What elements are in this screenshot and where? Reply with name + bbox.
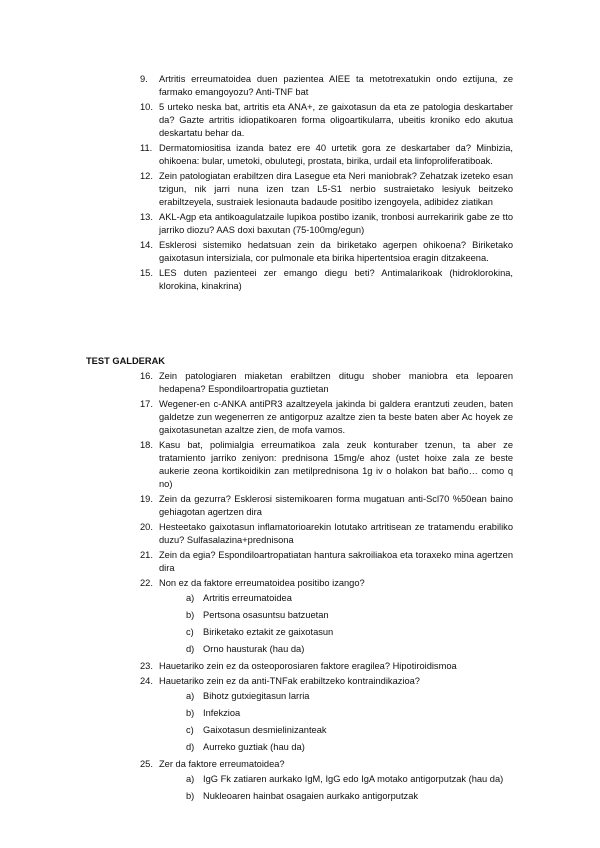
question-item [0, 142, 513, 168]
question-item [0, 73, 513, 99]
question-text: Dermatomiositisa izanda batez ere 40 urtetik gora ze deskartaber da? Minbizia, ohikoena: bular, umetoki, obulutegi, prostata, birika, urdail eta linfoproliferatiboak. [159, 143, 513, 166]
question-list-2 [0, 370, 600, 807]
option-text: Nukleoaren hainbat osagaien aurkako antigorputzak [203, 791, 419, 801]
option-item [159, 741, 513, 754]
question-text: Esklerosi sistemiko hedatsuan zein da biriketako agerpen ohikoena? Biriketako gaixotasun intersiziala, cor pulmonale eta birika hipertentsioa eragin ditzakeena. [159, 240, 513, 263]
question-item [0, 239, 513, 265]
option-text: Infekzioa [203, 708, 241, 718]
option-text: Bihotz gutxiegitasun larria [203, 691, 310, 701]
option-letter: a) [186, 774, 195, 784]
option-text: Orno hausturak (hau da) [203, 644, 305, 654]
question-number: 15. [140, 268, 153, 278]
question-number: 23. [140, 661, 153, 671]
question-number: 10. [140, 102, 153, 112]
option-item [159, 690, 513, 703]
question-text: Hauetariko zein ez da anti-TNFak erabiltzeko kontraindikazioa? [159, 676, 420, 686]
option-list [159, 690, 513, 754]
question-number: 14. [140, 240, 153, 250]
option-item [159, 592, 513, 605]
option-item [159, 773, 513, 786]
question-text: Wegener-en c-ANKA antiPR3 azaltzeyela jakinda bi galdera erantzuti zeuden, baten galdetze zun wegenerren ze antigorpuz azaltze zien ta beste baten aber Ac hoyek ze gaixotasunetan azaltze zien, de mofa vamos. [159, 399, 513, 435]
option-item [159, 643, 513, 656]
option-text: Gaixotasun desmielinizanteak [203, 725, 327, 735]
question-text: Non ez da faktore erreumatoidea positibo izango? [159, 578, 365, 588]
question-item [0, 211, 513, 237]
question-text: AKL-Agp eta antikoagulatzaile lupikoa postibo izanik, tronbosi aurrekaririk gabe ze tto jarriko diozu? AAS doxi baxutan (75-100mg/egun) [159, 212, 513, 235]
question-number: 21. [140, 550, 153, 560]
option-letter: c) [186, 725, 194, 735]
option-text: Pertsona osasuntsu batzuetan [203, 610, 329, 620]
question-item [0, 675, 513, 754]
question-text: Kasu bat, polimialgia erreumatikoa zala zeuk konturaber tzenun, ta aber ze tratamiento jarriko zeniyon: prednisona 15mg/e ahoz (ustet hoixe zala ze beste aukerie zeona kortikoidikin zan metilprednisona 1g iv o holakon bat baño… como q no) [159, 440, 513, 489]
option-item [159, 626, 513, 639]
question-number: 12. [140, 171, 153, 181]
question-item [0, 170, 513, 209]
question-text: Hauetariko zein ez da osteoporosiaren faktore eragilea? Hipotiroidismoa [159, 661, 457, 671]
option-item [159, 790, 513, 803]
question-text: LES duten pazienteei zer emango diegu beti? Antimalarikoak (hidroklorokina, klorokina, kinakrina) [159, 268, 513, 291]
question-list-1 [0, 73, 600, 295]
option-letter: a) [186, 593, 195, 603]
option-letter: d) [186, 742, 195, 752]
question-item [0, 521, 513, 547]
question-item [0, 101, 513, 140]
question-item [0, 439, 513, 491]
option-text: Aurreko guztiak (hau da) [203, 742, 305, 752]
option-letter: a) [186, 691, 195, 701]
question-number: 13. [140, 212, 153, 222]
question-text: Zer da faktore erreumatoidea? [159, 759, 285, 769]
question-item [0, 398, 513, 437]
option-text: Artritis erreumatoidea [203, 593, 292, 603]
question-number: 25. [140, 759, 153, 769]
question-item [0, 577, 513, 656]
option-letter: b) [186, 708, 195, 718]
option-letter: d) [186, 644, 195, 654]
question-item [0, 493, 513, 519]
question-number: 17. [140, 399, 153, 409]
question-text: Zein da egia? Espondiloartropatiatan hantura sakroiliakoa eta toraxeko mina agertzen dira [159, 550, 513, 573]
option-item [159, 724, 513, 737]
question-text: Zein patologiaren miaketan erabiltzen ditugu shober maniobra eta lepoaren hedapena? Espondiloartropatia guztietan [159, 371, 513, 394]
question-item [0, 370, 513, 396]
question-number: 22. [140, 578, 153, 588]
question-text: Hesteetako gaixotasun inflamatorioarekin lotutako artritisean ze tratamendu erabiliko duzu? Sulfasalazina+prednisona [159, 522, 513, 545]
option-item [159, 609, 513, 622]
question-item [0, 660, 513, 673]
question-number: 18. [140, 440, 153, 450]
question-text: Zein da gezurra? Esklerosi sistemikoaren forma mugatuan anti-Scl70 %50ean baino gehiagotan agertzen dira [159, 494, 513, 517]
question-number: 16. [140, 371, 153, 381]
question-number: 20. [140, 522, 153, 532]
question-number: 24. [140, 676, 153, 686]
question-number: 11. [140, 143, 153, 153]
option-text: Biriketako eztakit ze gaixotasun [203, 627, 334, 637]
question-text: Artritis erreumatoidea duen pazientea AIEE ta metotrexatukin ondo eztijuna, ze farmako emangoyozu? Anti-TNF bat [159, 74, 513, 97]
question-number: 19. [140, 494, 153, 504]
option-text: IgG Fk zatiaren aurkako IgM, IgG edo IgA motako antigorputzak (hau da) [203, 774, 504, 784]
option-letter: b) [186, 610, 195, 620]
question-item [0, 267, 513, 293]
option-letter: c) [186, 627, 194, 637]
question-item [0, 549, 513, 575]
question-text: 5 urteko neska bat, artritis eta ANA+, ze gaixotasun da eta ze patologia deskartaber da? Gazte artritis idiopatikoaren forma oligoartikularra, ubeitis kroniko edo akutua deskartatu behar da. [159, 102, 513, 138]
question-number: 9. [140, 74, 148, 84]
option-list [159, 773, 513, 803]
option-item [159, 707, 513, 720]
section-title: TEST GALDERAK [86, 356, 166, 366]
question-item [0, 758, 513, 803]
option-letter: b) [186, 791, 195, 801]
option-list [159, 592, 513, 656]
question-text: Zein patologiatan erabiltzen dira Lasegue eta Neri maniobrak? Zehatzak izeteko esan tzigun, nik jarri nuna izen tzan L5-S1 nerbio sustraietako lesiyuk beitzeko erabiltzeyela, sustraiek lesionauta badaude positibo izengoyela, adibidez ziatikan [159, 171, 513, 207]
